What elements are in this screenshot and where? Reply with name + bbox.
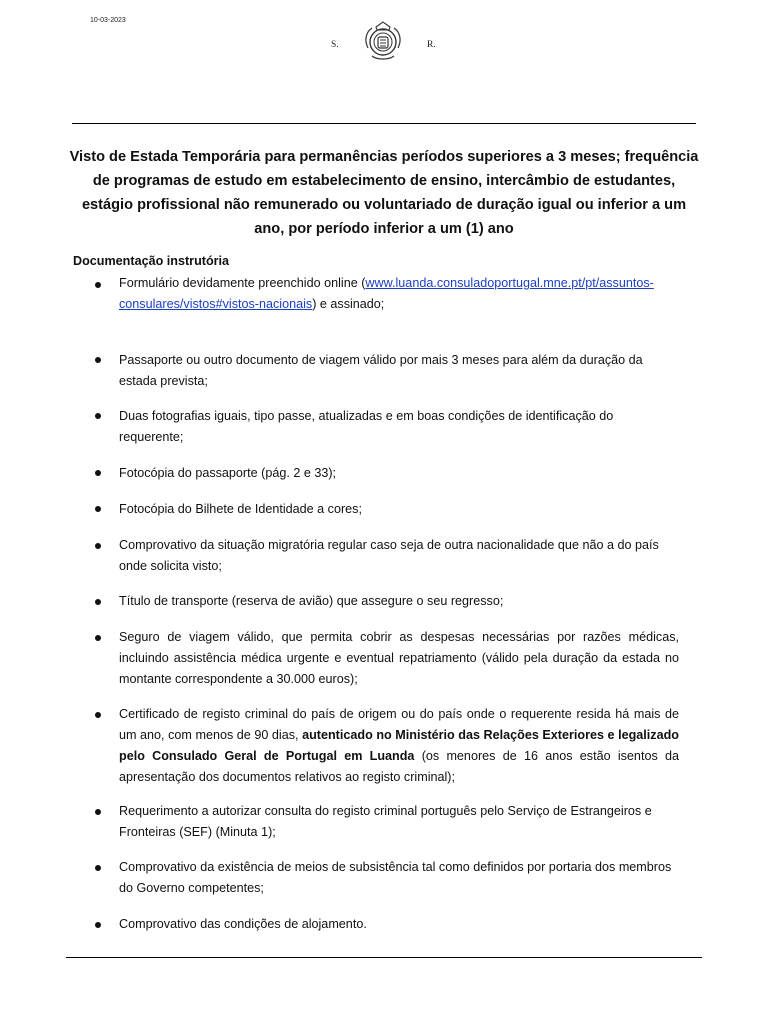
date-stamp: 10-03-2023 — [90, 17, 126, 24]
list-bullet — [95, 635, 101, 641]
list-item: Passaporte ou outro documento de viagem válido por mais 3 meses para além da duração da estada prevista; — [119, 353, 643, 388]
list-bullet — [95, 865, 101, 871]
list-item: Fotocópia do Bilhete de Identidade a cores; — [119, 502, 362, 516]
list-item: Comprovativo da situação migratória regular caso seja de outra nacionalidade que não a do país onde solicita visto; — [119, 538, 659, 573]
coat-of-arms-icon — [360, 18, 406, 64]
list-bullet — [95, 922, 101, 928]
header-letter-s: S. — [331, 40, 339, 50]
list-item: Comprovativo das condições de alojamento. — [119, 917, 367, 931]
list-item: Título de transporte (reserva de avião) que assegure o seu regresso; — [119, 594, 504, 608]
section-label: Documentação instrutória — [73, 254, 230, 268]
bottom-rule — [66, 957, 702, 958]
list-item: Formulário devidamente preenchido online (www.luanda.consuladoportugal.mne.pt/pt/assuntos-consulares/vistos#vistos-nacionais) e assinado; — [119, 276, 654, 311]
list-bullet — [95, 809, 101, 815]
list-item: Seguro de viagem válido, que permita cobrir as despesas necessárias por razões médicas, incluindo assistência médica urgente e eventual repatriamento (válido pela duração da estada no montante correspondente a 30.000 euros); — [119, 630, 679, 686]
list-item: Requerimento a autorizar consulta do registo criminal português pelo Serviço de Estrangeiros e Fronteiras (SEF) (Minuta 1); — [119, 804, 652, 839]
list-bullet — [95, 712, 101, 718]
list-item: Duas fotografias iguais, tipo passe, atualizadas e em boas condições de identificação do requerente; — [119, 409, 614, 444]
list-bullet — [95, 357, 101, 363]
list-bullet — [95, 470, 101, 476]
list-item: Certificado de registo criminal do país de origem ou do país onde o requerente resida há mais de um ano, com menos de 90 dias, autenticado no Ministério das Relações Exteriores e legalizado pelo Consulado Geral de Portugal em Luanda (os menores de 16 anos estão isentos da apresentação dos documentos relativos ao registo criminal); — [119, 707, 680, 784]
list-bullet — [95, 413, 101, 419]
list-bullet — [95, 282, 101, 288]
list-item: Fotocópia do passaporte (pág. 2 e 33); — [119, 466, 337, 480]
visa-form-link[interactable]: www.luanda.consuladoportugal.mne.pt/pt/assuntos-consulares/vistos#vistos-nacionais — [119, 276, 654, 311]
top-rule — [72, 123, 696, 124]
list-item: Comprovativo da existência de meios de subsistência tal como definidos por portaria dos membros do Governo competentes; — [119, 860, 672, 895]
list-bullet — [95, 543, 101, 549]
page-title: Visto de Estada Temporária para permanências períodos superiores a 3 meses; frequência de programas de estudo em estabelecimento de ensino, intercâmbio de estudantes, estágio profissional não remunerado ou voluntariado de duração igual ou inferior a um ano, por período inferior a um (1) ano — [69, 149, 699, 237]
header-letter-r: R. — [427, 40, 436, 50]
list-bullet — [95, 506, 101, 512]
list-bullet — [95, 599, 101, 605]
legalization-emphasis: autenticado no Ministério das Relações Exteriores e legalizado pelo Consulado Geral de Portugal em Luanda — [119, 728, 679, 763]
